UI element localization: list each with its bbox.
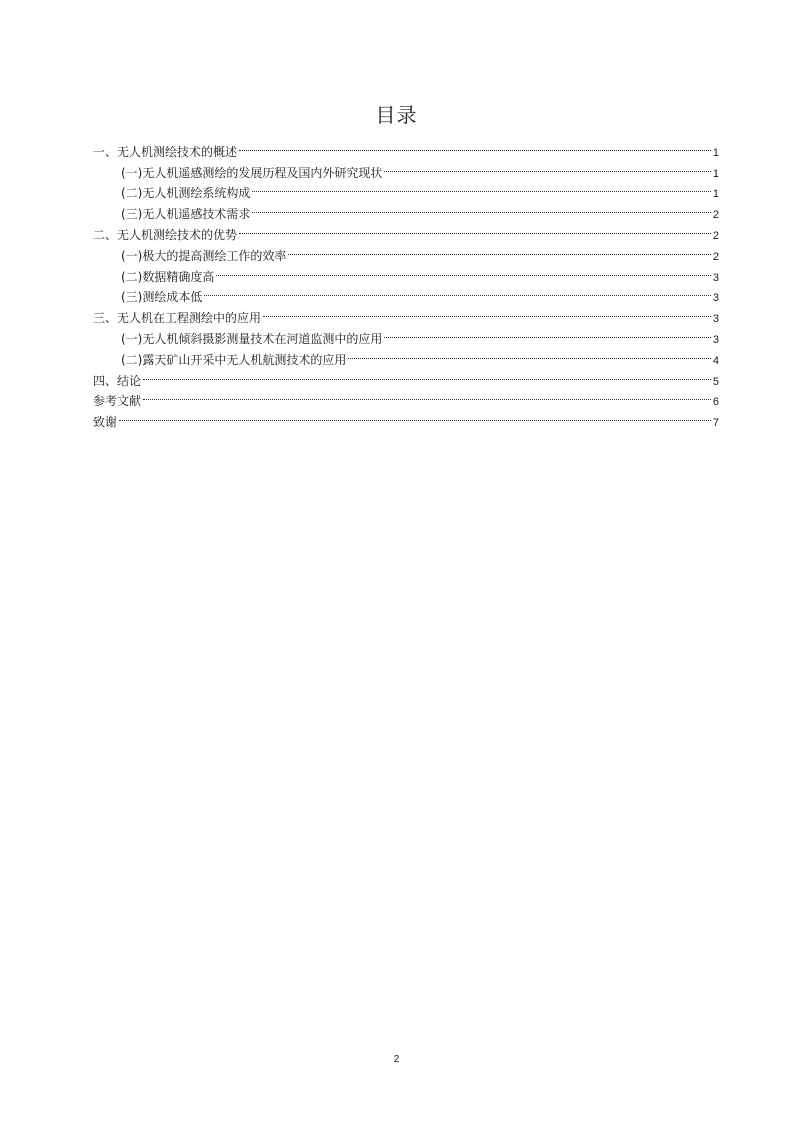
toc-entry-text: (二)数据精确度高: [121, 269, 215, 284]
toc-entry-page: 3: [712, 313, 719, 326]
toc-entry-text: 参考文献: [93, 394, 142, 409]
toc-entry-text: 三、无人机在工程测绘中的应用: [93, 311, 262, 326]
toc-dot-leader: [348, 343, 711, 364]
toc-entry-text: (一)无人机倾斜摄影测量技术在河道监测中的应用: [121, 331, 383, 346]
toc-dot-leader: [204, 281, 711, 302]
toc-entry-text: (二)无人机测绘系统构成: [121, 186, 251, 201]
toc-title: 目录: [375, 103, 418, 127]
toc-entry[interactable]: [93, 405, 719, 430]
toc-dot-leader: [384, 322, 711, 343]
toc-dot-leader: [252, 197, 711, 218]
toc-entry-page: 3: [712, 292, 719, 305]
toc-dot-leader: [143, 385, 711, 406]
toc-dot-leader: [119, 405, 711, 426]
toc-entry-page: 1: [712, 188, 719, 201]
toc-entry-page: 5: [712, 375, 719, 388]
toc-entry-text: (三)无人机遥感技术需求: [121, 207, 251, 222]
toc-entry-text: (二)露天矿山开采中无人机航测技术的应用: [121, 352, 347, 367]
toc-entry-text: (一)极大的提高测绘工作的效率: [121, 248, 287, 263]
toc-entry-page: 1: [712, 167, 719, 180]
toc-entry-page: 6: [712, 396, 719, 409]
toc-entry-text: (三)测绘成本低: [121, 290, 203, 305]
toc-dot-leader: [252, 177, 711, 198]
toc-entry[interactable]: [93, 135, 719, 159]
toc-entry-page: 3: [712, 333, 719, 346]
toc-entry-page: 2: [712, 229, 719, 242]
toc-entry-text: 四、结论: [93, 373, 142, 388]
toc-dot-leader: [216, 260, 711, 281]
toc-entry[interactable]: [93, 364, 719, 388]
toc-entry-page: 7: [712, 417, 719, 430]
toc-dot-leader: [263, 301, 711, 322]
table-of-contents: [93, 135, 719, 430]
toc-entry-page: 2: [712, 209, 719, 222]
toc-entry-text: (一)无人机遥感测绘的发展历程及国内外研究现状: [121, 165, 383, 180]
toc-entry-text: 二、无人机测绘技术的优势: [93, 227, 238, 242]
toc-dot-leader: [239, 135, 711, 156]
toc-entry-page: 1: [712, 146, 719, 159]
toc-entry-page: 3: [712, 271, 719, 284]
toc-entry-text: 一、无人机测绘技术的概述: [93, 144, 238, 159]
toc-dot-leader: [384, 156, 711, 177]
toc-entry-page: 4: [712, 354, 719, 367]
toc-dot-leader: [288, 239, 711, 260]
toc-entry-page: 2: [712, 250, 719, 263]
toc-dot-leader: [143, 364, 711, 385]
toc-dot-leader: [239, 218, 711, 239]
toc-entry-text: 致谢: [93, 415, 118, 430]
toc-entry[interactable]: [93, 385, 719, 409]
page-number: 2: [393, 1054, 400, 1065]
